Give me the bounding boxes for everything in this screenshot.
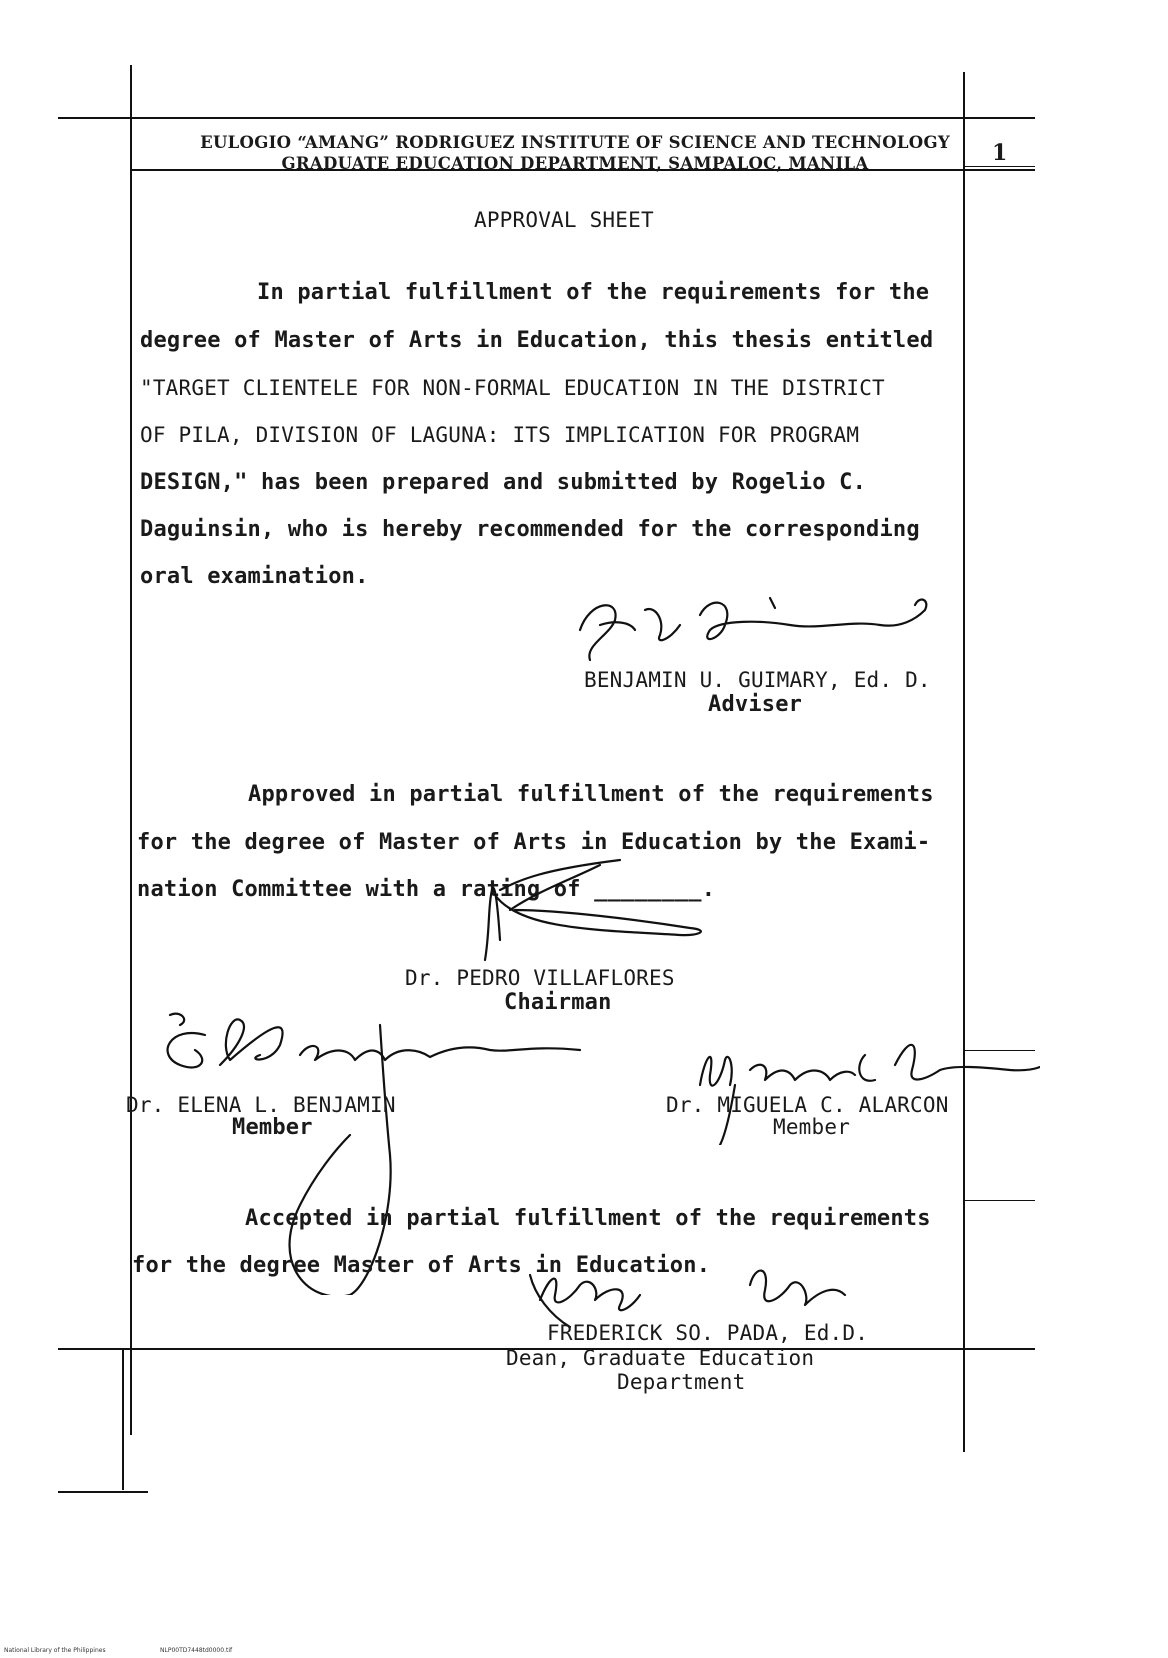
approval-line: nation Committee with a rating of ________. — [137, 877, 716, 902]
left-margin-rule — [130, 65, 132, 1435]
adviser-role: Adviser — [708, 692, 803, 717]
member-left-role: Member — [232, 1115, 313, 1140]
intro-line: In partial fulfillment of the requirements for the — [257, 280, 930, 305]
chairman-signature — [480, 850, 740, 970]
intro-line: degree of Master of Arts in Education, this thesis entitled — [140, 328, 934, 353]
top-rule — [58, 117, 1035, 119]
page-number: 1 — [992, 140, 1008, 166]
intro-line: oral examination. — [140, 564, 369, 589]
dean-role: Dean, Graduate Education — [506, 1346, 815, 1370]
library-credit: National Library of the Philippines — [4, 1647, 106, 1654]
document-title: APPROVAL SHEET — [474, 208, 654, 232]
chairman-role: Chairman — [504, 990, 612, 1015]
right-margin-rule — [963, 72, 965, 1452]
right-tab-rule-2 — [963, 1200, 1035, 1201]
left-margin-rule-lower — [122, 1350, 124, 1490]
intro-line: "TARGET CLIENTELE FOR NON-FORMAL EDUCATION IN THE DISTRICT — [140, 376, 885, 400]
acceptance-line: Accepted in partial fulfillment of the requirements — [245, 1206, 931, 1231]
approval-line: Approved in partial fulfillment of the requirements — [248, 782, 934, 807]
scan-filename: NLP00TD7448td0000.tif — [160, 1647, 233, 1654]
department-name: GRADUATE EDUCATION DEPARTMENT, SAMPALOC, MANILA — [281, 154, 869, 173]
bottom-rule-short — [58, 1491, 148, 1493]
member-left-signature — [150, 1005, 590, 1295]
intro-line: OF PILA, DIVISION OF LAGUNA: ITS IMPLICATION FOR PROGRAM — [140, 423, 860, 447]
member-right-name: Dr. MIGUELA C. ALARCON — [666, 1093, 949, 1117]
chairman-name: Dr. PEDRO VILLAFLORES — [405, 966, 675, 990]
adviser-name: BENJAMIN U. GUIMARY, Ed. D. — [584, 668, 931, 692]
intro-line: Daguinsin, who is hereby recommended for the corresponding — [140, 517, 920, 542]
dean-department: Department — [617, 1370, 746, 1394]
approval-line: for the degree of Master of Arts in Education by the Exami- — [137, 830, 931, 855]
member-right-signature — [680, 1025, 1040, 1145]
intro-line: DESIGN," has been prepared and submitted by Rogelio C. — [140, 470, 867, 495]
dean-name: FREDERICK SO. PADA, Ed.D. — [547, 1321, 869, 1345]
adviser-signature — [560, 590, 960, 670]
acceptance-line: for the degree Master of Arts in Education. — [132, 1253, 711, 1278]
member-left-name: Dr. ELENA L. BENJAMIN — [126, 1093, 396, 1117]
member-right-role: Member — [773, 1115, 851, 1139]
institution-name: EULOGIO “AMANG” RODRIGUEZ INSTITUTE OF SCIENCE AND TECHNOLOGY — [200, 133, 950, 152]
